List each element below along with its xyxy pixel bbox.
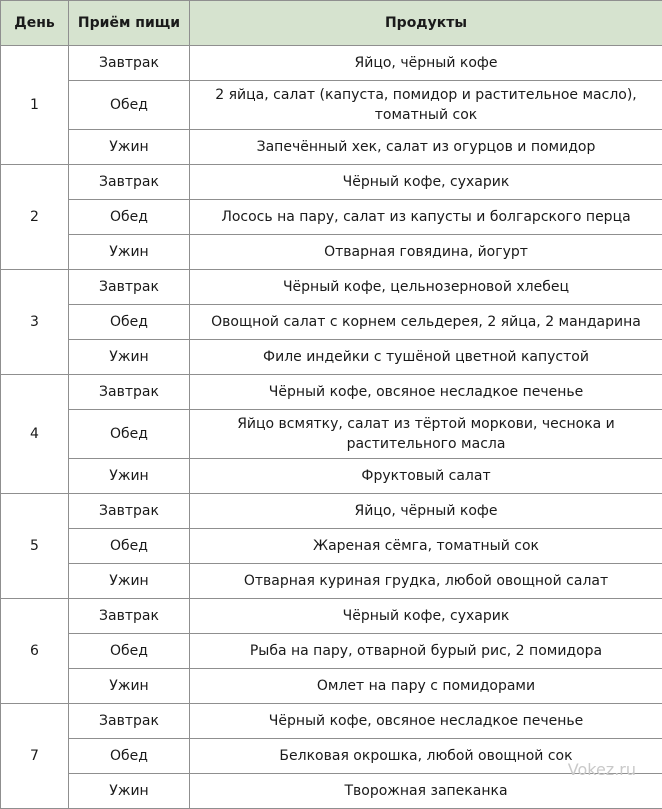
table-row — [1, 739, 662, 774]
meal-products: Овощной салат с корнем сельдерея, 2 яйца, 2 мандарина — [190, 305, 662, 340]
table-row — [1, 459, 662, 494]
meal-name: Обед — [69, 200, 190, 235]
meal-name: Ужин — [69, 669, 190, 704]
meal-name: Завтрак — [69, 494, 190, 529]
table-row — [1, 130, 662, 165]
table-row — [1, 529, 662, 564]
meal-name: Завтрак — [69, 599, 190, 634]
meal-products: Чёрный кофе, сухарик — [190, 599, 662, 634]
header-products: Продукты — [190, 1, 662, 46]
meal-products: Чёрный кофе, сухарик — [190, 165, 662, 200]
meal-name: Обед — [69, 634, 190, 669]
table-row — [1, 81, 662, 130]
meal-name: Ужин — [69, 459, 190, 494]
meal-name: Обед — [69, 305, 190, 340]
table-row — [1, 200, 662, 235]
meal-products: Чёрный кофе, овсяное несладкое печенье — [190, 375, 662, 410]
header-meal: Приём пищи — [69, 1, 190, 46]
meal-products: Лосось на пару, салат из капусты и болгарского перца — [190, 200, 662, 235]
table-row — [1, 669, 662, 704]
meal-products: Отварная куриная грудка, любой овощной салат — [190, 564, 662, 599]
table-row — [1, 305, 662, 340]
meal-products: Белковая окрошка, любой овощной сок — [190, 739, 662, 774]
day-number: 1 — [1, 46, 69, 165]
table-row — [1, 235, 662, 270]
meal-name: Ужин — [69, 774, 190, 809]
meal-name: Обед — [69, 81, 190, 130]
meal-name: Завтрак — [69, 375, 190, 410]
table-row — [1, 774, 662, 809]
table-row — [1, 634, 662, 669]
meal-name: Завтрак — [69, 704, 190, 739]
table-row — [1, 704, 662, 739]
meal-products: Творожная запеканка — [190, 774, 662, 809]
meal-name: Обед — [69, 529, 190, 564]
meal-name: Обед — [69, 410, 190, 459]
table-row — [1, 494, 662, 529]
meal-products: 2 яйца, салат (капуста, помидор и растительное масло), томатный сок — [190, 81, 662, 130]
meal-products: Яйцо, чёрный кофе — [190, 46, 662, 81]
table-row — [1, 270, 662, 305]
header-row — [1, 1, 662, 46]
day-number: 2 — [1, 165, 69, 270]
day-number: 4 — [1, 375, 69, 494]
day-number: 6 — [1, 599, 69, 704]
meal-products: Запечённый хек, салат из огурцов и помидор — [190, 130, 662, 165]
meal-name: Обед — [69, 739, 190, 774]
meal-products: Рыба на пару, отварной бурый рис, 2 помидора — [190, 634, 662, 669]
meal-name: Ужин — [69, 340, 190, 375]
header-day: День — [1, 1, 69, 46]
day-number: 3 — [1, 270, 69, 375]
meal-name: Завтрак — [69, 46, 190, 81]
meal-products: Жареная сёмга, томатный сок — [190, 529, 662, 564]
meal-name: Завтрак — [69, 270, 190, 305]
meal-products: Филе индейки с тушёной цветной капустой — [190, 340, 662, 375]
day-number: 7 — [1, 704, 69, 809]
meal-products: Яйцо, чёрный кофе — [190, 494, 662, 529]
meal-name: Ужин — [69, 564, 190, 599]
table-row — [1, 564, 662, 599]
meal-name: Ужин — [69, 235, 190, 270]
meal-name: Ужин — [69, 130, 190, 165]
meal-products: Яйцо всмятку, салат из тёртой моркови, чеснока и растительного масла — [190, 410, 662, 459]
meal-products: Чёрный кофе, цельнозерновой хлебец — [190, 270, 662, 305]
meal-products: Фруктовый салат — [190, 459, 662, 494]
meal-name: Завтрак — [69, 165, 190, 200]
meal-products: Чёрный кофе, овсяное несладкое печенье — [190, 704, 662, 739]
meal-products: Омлет на пару с помидорами — [190, 669, 662, 704]
meal-products: Отварная говядина, йогурт — [190, 235, 662, 270]
day-number: 5 — [1, 494, 69, 599]
table-row — [1, 165, 662, 200]
table-row — [1, 340, 662, 375]
table-row — [1, 599, 662, 634]
table-row — [1, 46, 662, 81]
table-row — [1, 375, 662, 410]
watermark: Vokez.ru — [568, 760, 636, 779]
table-row — [1, 410, 662, 459]
table-body — [1, 46, 662, 809]
